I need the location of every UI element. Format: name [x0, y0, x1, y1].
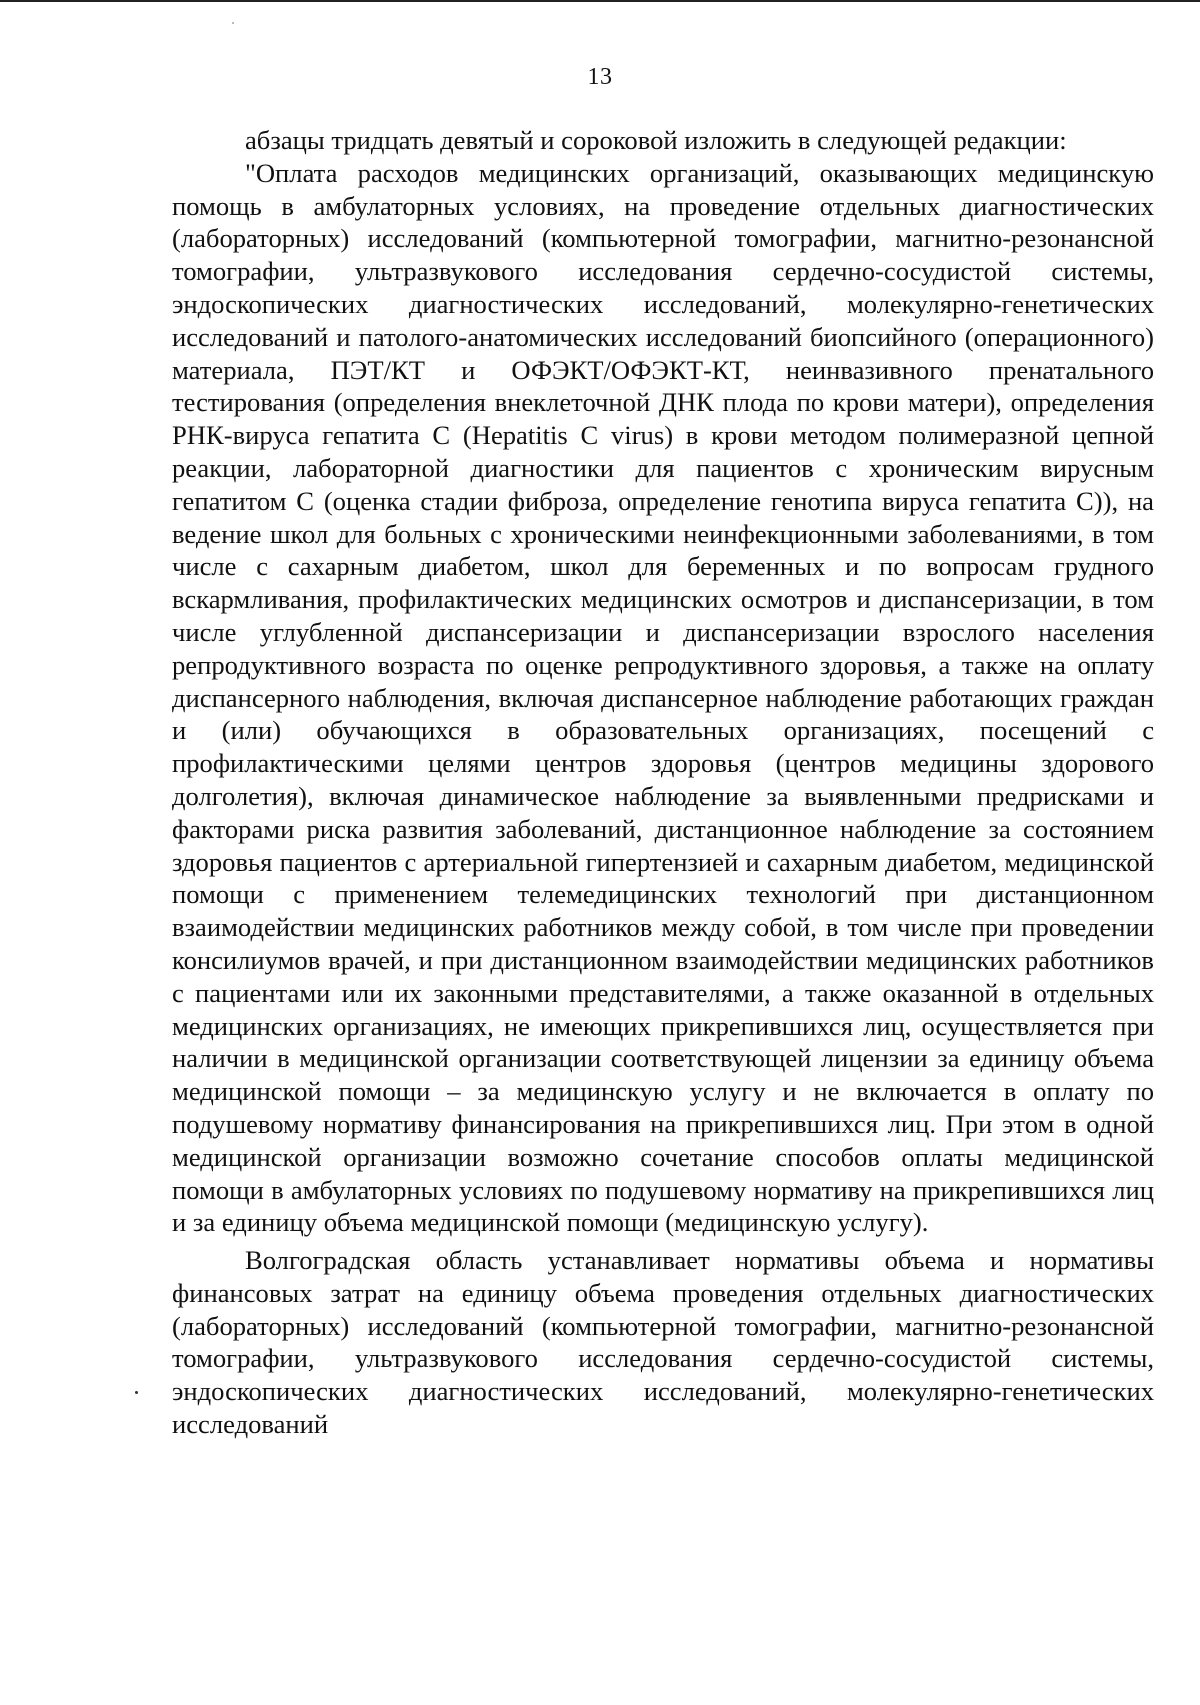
paragraph-payment-rules: "Оплата расходов медицинских организаций, оказывающих медицинскую помощь в амбулаторных условиях, на проведение отдельных диагностических (лабораторных) исследований (компьютерной томографии, магнитно-резонансной томографии, ультразвукового исследования сердечно-сосудистой системы, эндоскопических диагностических исследований, молекулярно-генетических исследований и патолого-анатомических исследований биопсийного (операционного) материала, ПЭТ/КТ и ОФЭКТ/ОФЭКТ-КТ, неинвазивного пренатального тестирования (определения внеклеточной ДНК плода по крови матери), определения РНК-вируса гепатита С (Hepatitis C virus) в крови методом полимеразной цепной реакции, лабораторной диагностики для пациентов с хроническим вирусным гепатитом С (оценка стадии фиброза, определение генотипа вируса гепатита С)), на ведение школ для больных с хроническими неинфекционными заболеваниями, в том числе с сахарным диабетом, школ для беременных и по вопросам грудного вскармливания, профилактических медицинских осмотров и диспансеризации, в том числе углубленной диспансеризации и диспансеризации взрослого населения репродуктивного возраста по оценке репродуктивного здоровья, а также на оплату диспансерного наблюдения, включая диспансерное наблюдение работающих граждан и (или) обучающихся в образовательных организациях, посещений с профилактическими целями центров здоровья (центров медицины здорового долголетия), включая динамическое наблюдение за выявленными предрисками и факторами риска развития заболеваний, дистанционное наблюдение за состоянием здоровья пациентов с артериальной гипертензией и сахарным диабетом, медицинской помощи с применением телемедицинских технологий при дистанционном взаимодействии медицинских работников между собой, в том числе при проведении консилиумов врачей, и при дистанционном взаимодействии медицинских работников с пациентами или их законными представителями, а также оказанной в отдельных медицинских организациях, не имеющих прикрепившихся лиц, осуществляется при наличии в медицинской организации соответствующей лицензии за единицу объема медицинской помощи – за медицинскую услугу и не включается в оплату по подушевому нормативу финансирования на прикрепившихся лиц. При этом в одной медицинской организации возможно сочетание способов оплаты медицинской помощи в амбулаторных условиях по подушевому нормативу на прикрепившихся лиц и за единицу объема медицинской помощи (медицинскую услугу).: [172, 157, 1154, 1238]
paragraph-amendment-intro: абзацы тридцать девятый и сороковой изложить в следующей редакции:: [245, 125, 1067, 155]
paragraph-volgograd-norms: Волгоградская область устанавливает нормативы объема и нормативы финансовых затрат на единицу объема проведения отдельных диагностических (лабораторных) исследований (компьютерной томографии, магнитно-резонансной томографии, ультразвукового исследования сердечно-сосудистой системы, эндоскопических диагностических исследований, молекулярно-генетических исследований: [172, 1245, 1154, 1440]
document-body: [172, 124, 1154, 1441]
scan-speck: [232, 22, 234, 24]
margin-mark: [135, 1391, 138, 1394]
page-number: 13: [587, 64, 613, 90]
scan-top-edge: [0, 0, 1200, 2]
